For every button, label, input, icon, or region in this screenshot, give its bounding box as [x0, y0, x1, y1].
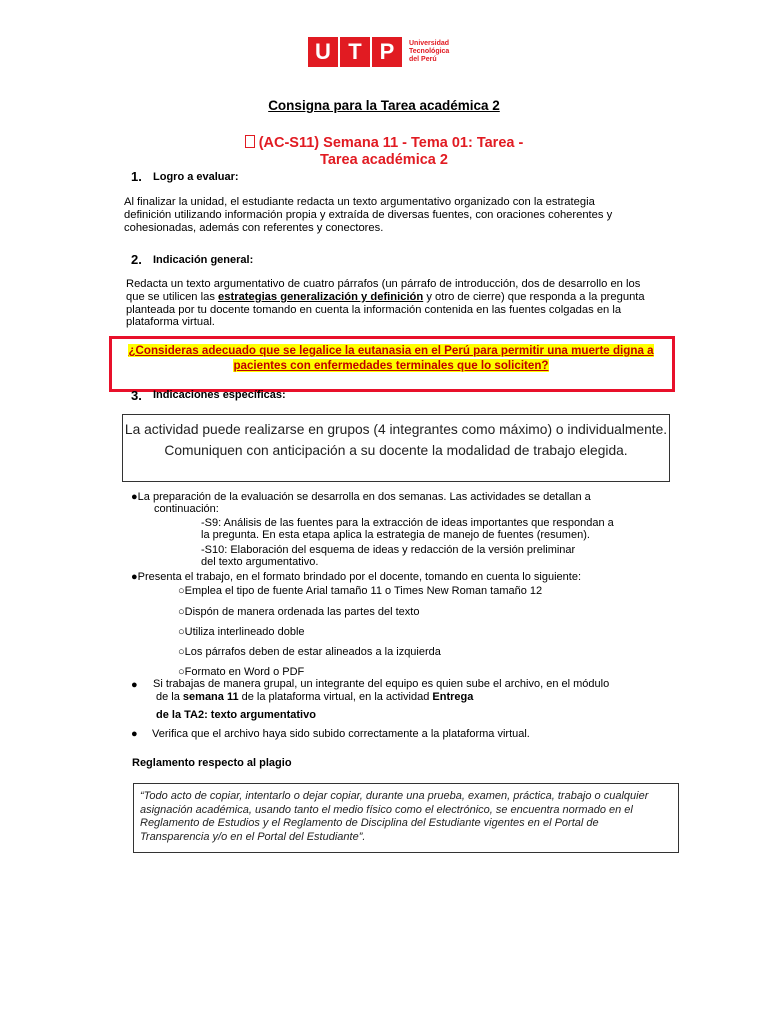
s9-line-2: la pregunta. En esta etapa aplica la estrategia de manejo de fuentes (resumen).	[201, 529, 590, 541]
sub-item-2: ○Dispón de manera ordenada las partes del texto	[178, 606, 420, 618]
section-2-text-bold: estrategias generalización y definición	[218, 290, 424, 303]
square-box-icon	[245, 135, 255, 148]
sub-item-3: ○Utiliza interlineado doble	[178, 626, 305, 638]
sub-item-3-text: Utiliza interlineado doble	[184, 626, 305, 638]
group-box-text: La actividad puede realizarse en grupos (4 integrantes como máximo) o individualmente. Comuniquen con anticipación a su docente la modalidad de trabajo elegida.	[124, 422, 668, 458]
section-3-heading: Indicaciones específicas:	[153, 389, 286, 401]
section-2-number: 2.	[131, 252, 142, 267]
bullet-2-text: Presenta el trabajo, en el formato brindado por el docente, tomando en cuenta lo siguiente:	[137, 571, 582, 583]
logo-line-3: del Perú	[409, 56, 437, 63]
section-2-text-a: Redacta un texto argumentativo de cuatro párrafos (un párrafo de introducción, dos de desarrollo en los que se utilicen las	[126, 278, 641, 303]
s10-line-1: -S10: Elaboración del esquema de ideas y redacción de la versión preliminar	[201, 544, 576, 556]
plagio-quote: “Todo acto de copiar, intentarlo o dejar copiar, durante una prueba, examen, práctica, trabajo o cualquier asignación académica, usando tanto el medio físico como el electrónico, se encuentra normado en el Reglamento de Estudios y el Reglamento de Disciplina del Estudiante vigentes en el Portal de Transparencia y/o en el Portal del Estudiante”.	[140, 790, 649, 843]
sub-item-2-text: Dispón de manera ordenada las partes del texto	[184, 606, 420, 618]
logo-letter-t: T	[340, 37, 370, 67]
activity-title-line-1	[0, 135, 768, 152]
b3-c: de la plataforma virtual, en la actividad	[238, 691, 433, 703]
question-line-1-text: ¿Consideras adecuado que se legalice la eutanasia en el Perú para permitir una muerte digna a	[128, 344, 654, 357]
b3-a: de la	[156, 691, 183, 703]
b3-d: Entrega	[432, 691, 474, 703]
section-2-text-c: y otro de cierre) que responda a la pregunta planteada por tu docente tomando en cuenta la información contenida en las fuentes colgadas en la plataforma virtual.	[126, 290, 645, 329]
bullet-3-line-1: Si trabajas de manera grupal, un integrante del equipo es quien sube el archivo, en el módulo	[153, 678, 610, 690]
activity-title-line-2: Tarea académica 2	[320, 152, 448, 168]
page-title: Consigna para la Tarea académica 2	[268, 98, 500, 113]
question-line-2-text: pacientes con enfermedades terminales que lo soliciten?	[233, 359, 549, 372]
logo-line-1: Universidad	[409, 40, 450, 47]
utp-logo	[308, 36, 449, 68]
bullet-3-line-3: de la TA2: texto argumentativo	[156, 709, 316, 721]
s9-line-1: -S9: Análisis de las fuentes para la extracción de ideas importantes que respondan a	[201, 517, 614, 529]
question-text	[112, 343, 670, 373]
sub-item-5: ○Formato en Word o PDF	[178, 666, 305, 678]
section-1-text: Al finalizar la unidad, el estudiante redacta un texto argumentativo organizado con la estrategia definición utilizando información propia y extraída de diversas fuentes, con oraciones coherentes y cohesionadas, además con referentes y conectores.	[124, 196, 613, 234]
logo-letter-p: P	[372, 37, 402, 67]
reglamento-heading: Reglamento respecto al plagio	[132, 757, 292, 769]
activity-title-text-1: (AC-S11) Semana 11 - Tema 01: Tarea -	[254, 135, 524, 151]
bullet-1-text: La preparación de la evaluación se desarrolla en dos semanas. Las actividades se detallan a	[137, 491, 591, 503]
question-line-2	[112, 358, 670, 373]
sub-item-1: ○Emplea el tipo de fuente Arial tamaño 11 o Times New Roman tamaño 12	[178, 585, 543, 597]
logo-text	[409, 40, 449, 64]
bullet-3-line-2	[156, 691, 473, 703]
section-1-number: 1.	[131, 169, 142, 184]
logo-letter-u: U	[308, 37, 338, 67]
sub-item-1-text: Emplea el tipo de fuente Arial tamaño 11 o Times New Roman tamaño 12	[184, 585, 543, 597]
section-3-number: 3.	[131, 388, 142, 403]
section-2-text	[126, 278, 650, 329]
sub-item-4-text: Los párrafos deben de estar alineados a la izquierda	[184, 646, 441, 658]
sub-item-4: ○Los párrafos deben de estar alineados a la izquierda	[178, 646, 441, 658]
s10-line-2: del texto argumentativo.	[201, 556, 319, 568]
section-1-heading: Logro a evaluar:	[153, 171, 239, 183]
section-2-heading: Indicación general:	[153, 254, 254, 266]
bullet-1-cont: continuación:	[154, 503, 219, 515]
bullet-2: ●Presenta el trabajo, en el formato brindado por el docente, tomando en cuenta lo siguiente:	[131, 571, 582, 583]
bullet-4-dot: ●	[131, 728, 138, 740]
sub-item-5-text: Formato en Word o PDF	[184, 666, 305, 678]
logo-line-2: Tecnológica	[409, 48, 450, 55]
bullet-1: ●La preparación de la evaluación se desarrolla en dos semanas. Las actividades se detallan a	[131, 491, 591, 503]
bullet-3-dot: ●	[131, 679, 138, 691]
question-line-1	[112, 343, 670, 358]
b3-b: semana 11	[182, 691, 239, 703]
activity-title	[0, 135, 768, 169]
bullet-4-text: Verifica que el archivo haya sido subido correctamente a la plataforma virtual.	[152, 728, 530, 740]
